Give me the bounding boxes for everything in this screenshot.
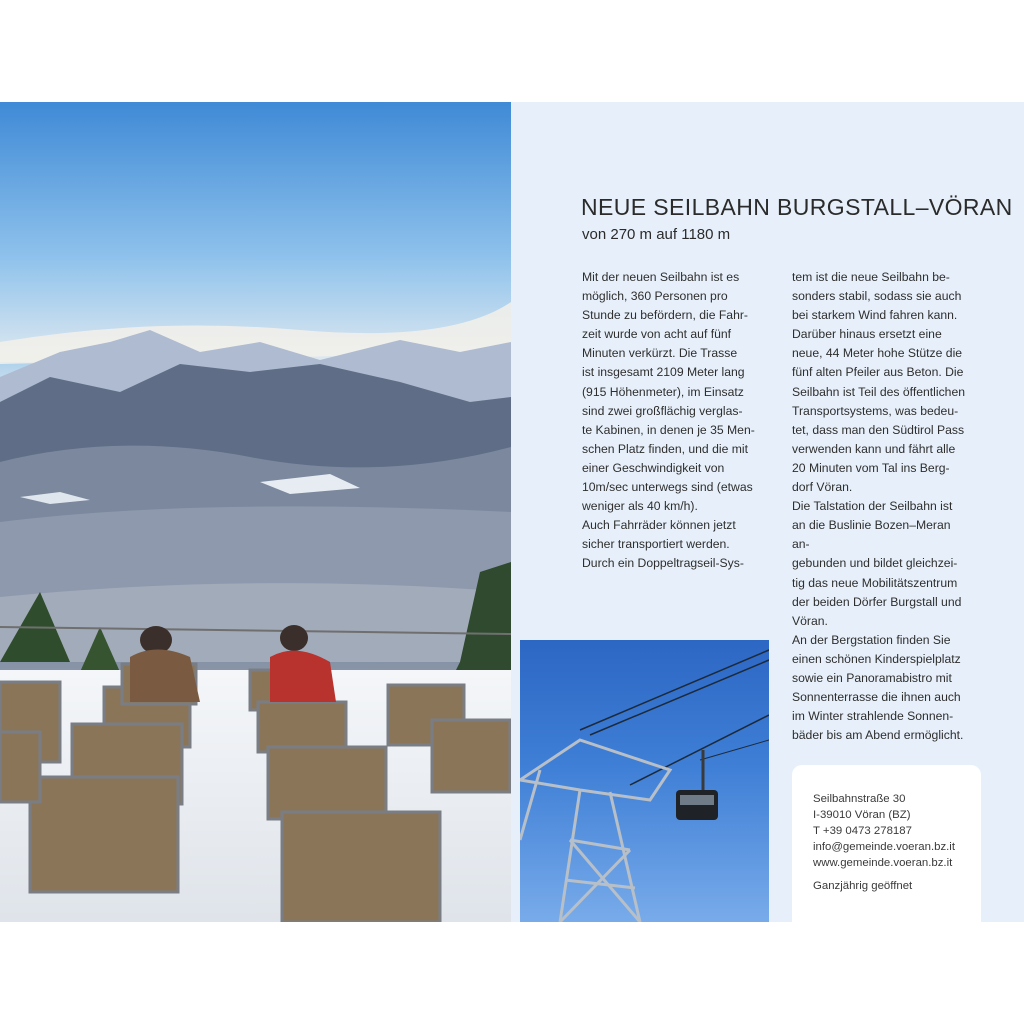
text-line: (915 Höhenmeter), im Einsatz — [582, 384, 744, 399]
cable-car-illustration — [520, 640, 769, 922]
text-line: einen schönen Kinderspielplatz — [792, 651, 961, 666]
address-street: Seilbahnstraße 30 — [813, 793, 906, 805]
mountain-terrace-illustration — [0, 102, 511, 922]
text-line: Seilbahn ist Teil des öffentlichen — [792, 384, 965, 399]
text-line: sonders stabil, sodass sie auch — [792, 289, 962, 304]
opening-hours: Ganzjährig geöffnet — [813, 880, 913, 892]
text-line: Darüber hinaus ersetzt eine — [792, 327, 942, 342]
text-line: Minuten verkürzt. Die Trasse — [582, 346, 738, 361]
contact-info-box — [792, 765, 981, 922]
text-line: sowie ein Panoramabistro mit — [792, 670, 952, 685]
text-line: Auch Fahrräder können jetzt — [582, 518, 736, 533]
text-line: der beiden Dörfer Burgstall und — [792, 594, 962, 609]
text-line: Mit der neuen Seilbahn ist es — [582, 270, 740, 284]
text-line: tet, dass man den Südtirol Pass — [792, 422, 965, 437]
text-line: Durch ein Doppeltragseil-Sys- — [582, 556, 744, 571]
text-line: einer Geschwindigkeit von — [582, 460, 725, 475]
text-line: ist insgesamt 2109 Meter lang — [582, 365, 745, 380]
website-url: www.gemeinde.voeran.bz.it — [813, 857, 953, 869]
text-line: möglich, 360 Personen pro — [582, 289, 728, 304]
text-line: Sonnenterrasse die ihnen auch — [792, 690, 961, 705]
text-line: an die Buslinie Bozen–Meran an- — [792, 518, 951, 552]
text-line: 20 Minuten vom Tal ins Berg- — [792, 460, 950, 475]
article-title: NEUE SEILBAHN BURGSTALL–VÖRAN — [581, 194, 1013, 220]
text-line: bäder bis am Abend ermöglicht. — [792, 728, 964, 743]
contact-lines — [813, 791, 955, 871]
text-column-right — [792, 268, 970, 745]
text-line: fünf alten Pfeiler aus Beton. Die — [792, 365, 964, 380]
text-line: dorf Vöran. — [792, 480, 853, 495]
text-line: tig das neue Mobilitätszentrum — [792, 575, 958, 590]
text-line: verwenden kann und fährt alle — [792, 441, 956, 456]
text-line: Vöran. — [792, 613, 828, 628]
text-line: Stunde zu befördern, die Fahr- — [582, 308, 748, 323]
cable-car-photo — [520, 640, 769, 922]
text-line: im Winter strahlende Sonnen- — [792, 709, 954, 724]
text-line: sicher transportiert werden. — [582, 537, 730, 552]
book-spread — [0, 102, 1024, 922]
text-line: Die Talstation der Seilbahn ist — [792, 499, 953, 514]
text-line: schen Platz finden, und die mit — [582, 441, 748, 456]
text-line: weniger als 40 km/h). — [582, 499, 698, 514]
text-line: gebunden und bildet gleichzei- — [792, 556, 958, 571]
text-line: te Kabinen, in denen je 35 Men- — [582, 422, 755, 437]
text-line: sind zwei großflächig verglas- — [582, 403, 743, 418]
article-subtitle: von 270 m auf 1180 m — [582, 226, 731, 243]
text-line: zeit wurde von acht auf fünf — [582, 327, 732, 342]
address-city: I-39010 Vöran (BZ) — [813, 809, 911, 821]
text-line: An der Bergstation finden Sie — [792, 632, 951, 647]
text-line: bei starkem Wind fahren kann. — [792, 308, 958, 323]
email-address: info@gemeinde.voeran.bz.it — [813, 841, 956, 853]
mountain-terrace-photo — [0, 102, 511, 922]
text-line: neue, 44 Meter hohe Stütze die — [792, 346, 963, 361]
phone-number: T +39 0473 278187 — [813, 825, 912, 837]
article-page — [511, 102, 1024, 922]
text-line: Transportsystems, was bedeu- — [792, 403, 959, 418]
text-line: 10m/sec unterwegs sind (etwas — [582, 480, 753, 495]
text-line: tem ist die neue Seilbahn be- — [792, 270, 950, 284]
text-column-left — [582, 268, 760, 574]
